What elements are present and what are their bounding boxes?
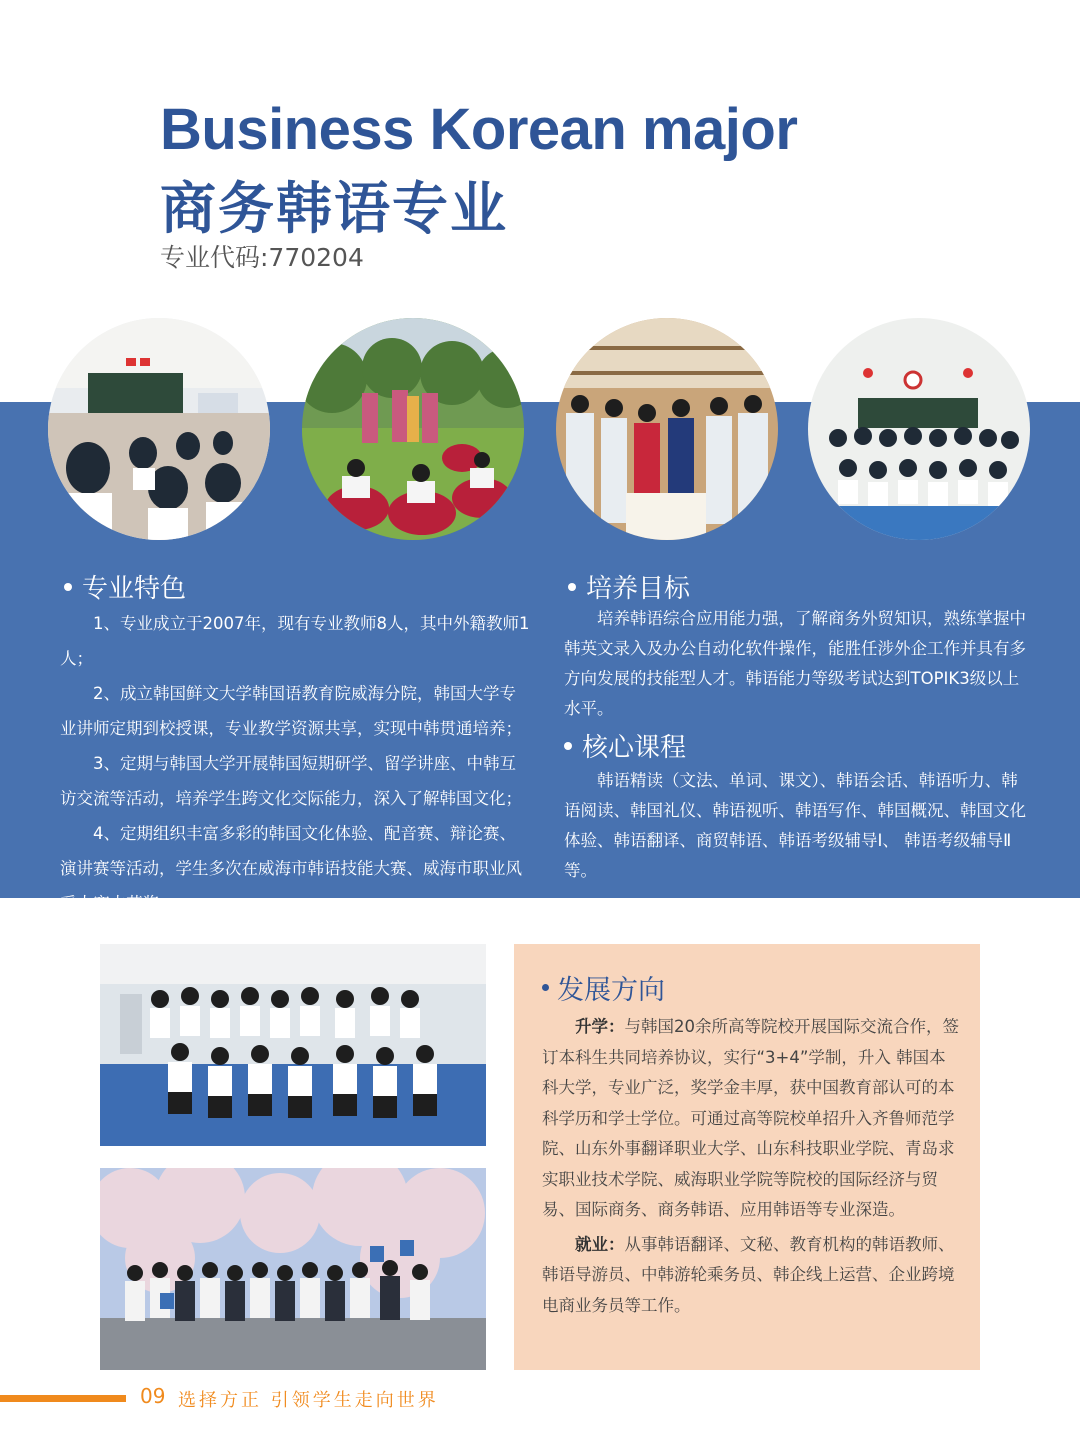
courses-heading-text: 核心课程: [582, 733, 687, 763]
courses-heading: [564, 727, 686, 764]
study-label: 升学：: [575, 1017, 625, 1036]
footer-accent-bar: [0, 1395, 126, 1402]
footer-slogan: 选择方正 引领学生走向世界: [178, 1390, 439, 1411]
page-number: 09: [140, 1384, 166, 1408]
goals-heading: [568, 568, 690, 605]
features-list: [60, 606, 530, 921]
features-item: 4、定期组织丰富多彩的韩国文化体验、配音赛、辩论赛、演讲赛等活动，学生多次在威海市韩语技能大赛、威海市职业风采大赛中获奖。: [60, 824, 522, 913]
development-heading: [542, 968, 665, 1007]
ceremony-photo: [556, 318, 778, 540]
job-text: 从事韩语翻译、文秘、教育机构的韩语教师、韩语导游员、中韩游轮乘务员、韩企线上运营、企业跨境电商业务员等工作。: [542, 1234, 955, 1315]
features-heading-text: 专业特色: [82, 574, 187, 604]
bullet-dot-icon: [64, 583, 72, 591]
outdoor-hanbok-photo: [302, 318, 524, 540]
classroom-photo: [48, 318, 270, 540]
development-body: [542, 1012, 960, 1321]
courses-body: [564, 766, 1034, 886]
study-text: 与韩国20余所高等院校开展国际交流合作，签订本科生共同培养协议，实行“3+4”学制，升入 韩国本科大学，专业广泛，奖学金丰厚，获中国教育部认可的本科学历和学士学位。可通过高等院校单招升入齐鲁师范学院、山东外事翻译职业大学、山东科技职业学院、青岛求实职业技术学院、威海职业学院等院校的国际经济与贸易、国际商务、商务韩语、应用韩语等专业深造。: [542, 1017, 959, 1219]
job-label: 就业：: [575, 1234, 625, 1254]
job-paragraph: [542, 1230, 960, 1322]
features-heading: [64, 568, 186, 605]
title-english: Business Korean major: [160, 97, 798, 162]
taekwondo-group-photo: [100, 944, 486, 1146]
major-code: 专业代码:770204: [160, 243, 364, 272]
development-box: [514, 944, 980, 1370]
development-heading-text: 发展方向: [557, 975, 665, 1006]
features-item: 3、定期与韩国大学开展韩国短期研学、留学讲座、中韩互访交流等活动，培养学生跨文化交际能力，深入了解韩国文化；: [60, 754, 522, 808]
goals-body: [564, 604, 1034, 724]
bullet-dot-icon: [542, 984, 549, 991]
cherry-blossom-group-photo: [100, 1168, 486, 1370]
bullet-dot-icon: [568, 583, 576, 591]
group-certificate-photo: [808, 318, 1030, 540]
goals-heading-text: 培养目标: [586, 574, 691, 604]
bullet-dot-icon: [564, 742, 572, 750]
courses-text: 韩语精读（文法、单词、课文）、韩语会话、韩语听力、韩语阅读、韩国礼仪、韩语视听、韩语写作、韩国概况、韩国文化体验、韩语翻译、商贸韩语、韩语考级辅导Ⅰ、 韩语考级辅导Ⅱ等。: [564, 771, 1026, 880]
features-item: 2、成立韩国鲜文大学韩国语教育院威海分院，韩国大学专业讲师定期到校授课，专业教学资源共享，实现中韩贯通培养；: [60, 684, 522, 738]
title-chinese: 商务韩语专业: [160, 177, 508, 242]
features-item: 1、专业成立于2007年，现有专业教师8人，其中外籍教师1人；: [60, 614, 530, 668]
study-paragraph: [542, 1012, 960, 1226]
goals-text: 培养韩语综合应用能力强，了解商务外贸知识，熟练掌握中韩英文录入及办公自动化软件操作，能胜任涉外企工作并具有多方向发展的技能型人才。韩语能力等级考试达到TOPIK3级以上水平。: [564, 609, 1026, 718]
